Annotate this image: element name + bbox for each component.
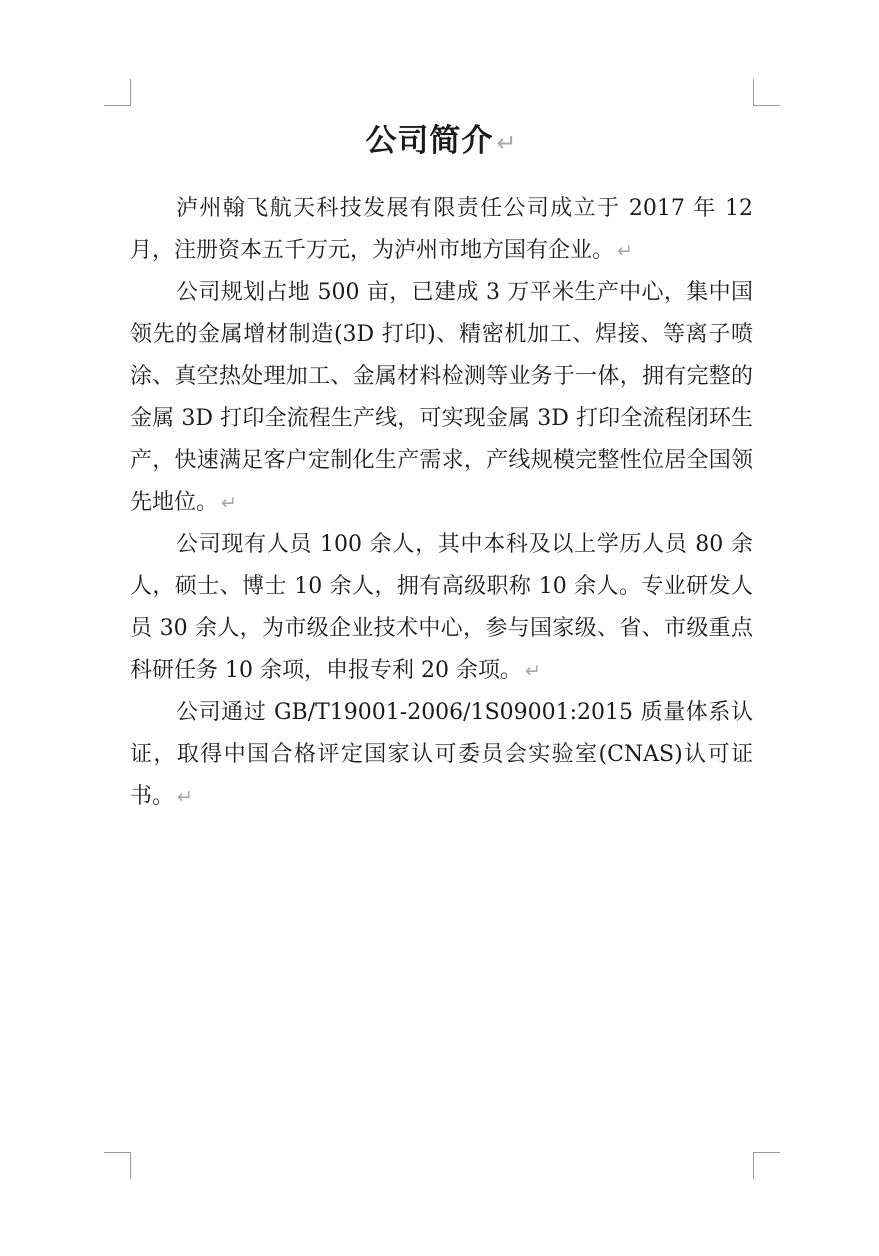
document-title-text: 公司简介 <box>365 123 494 159</box>
paragraph-text: 公司规划占地 500 亩，已建成 3 万平米生产中心，集中国领先的金属增材制造(3D 打印)、精密机加工、焊接、等离子喷涂、真空热处理加工、金属材料检测等业务于一体，拥有完整的金属 3D 打印全流程生产线，可实现金属 3D 打印全流程闭环生产，快速满足客户定制化生产需求，产线规模完整性位居全国领先地位。 <box>130 280 753 515</box>
paragraph-intro <box>130 188 753 272</box>
paragraph-mark-icon: ↵ <box>496 129 518 157</box>
paragraph-text: 公司通过 GB/T19001-2006/1S09001:2015 质量体系认证，取得中国合格评定国家认可委员会实验室(CNAS)认可证书。 <box>130 700 753 809</box>
paragraph-mark-icon: ↵ <box>177 786 193 808</box>
paragraph-certification <box>130 692 753 818</box>
paragraph-text: 泸州翰飞航天科技发展有限责任公司成立于 2017 年 12 月，注册资本五千万元，为泸州市地方国有企业。 <box>130 196 753 263</box>
margin-corner-bottom-left <box>104 1152 131 1179</box>
document-title <box>130 118 753 166</box>
paragraph-text: 公司现有人员 100 余人，其中本科及以上学历人员 80 余人，硕士、博士 10 余人，拥有高级职称 10 余人。专业研发人员 30 余人，为市级企业技术中心，参与国家级、省、市级重点科研任务 10 余项，申报专利 20 余项。 <box>130 532 753 683</box>
paragraph-mark-icon: ↵ <box>221 492 237 514</box>
margin-corner-top-right <box>753 79 780 106</box>
document-body[interactable] <box>130 118 753 818</box>
paragraph-staff <box>130 524 753 692</box>
paragraph-mark-icon: ↵ <box>617 240 633 262</box>
paragraph-mark-icon: ↵ <box>524 660 541 682</box>
margin-corner-top-left <box>104 79 131 106</box>
paragraph-facilities <box>130 272 753 524</box>
margin-corner-bottom-right <box>753 1152 780 1179</box>
